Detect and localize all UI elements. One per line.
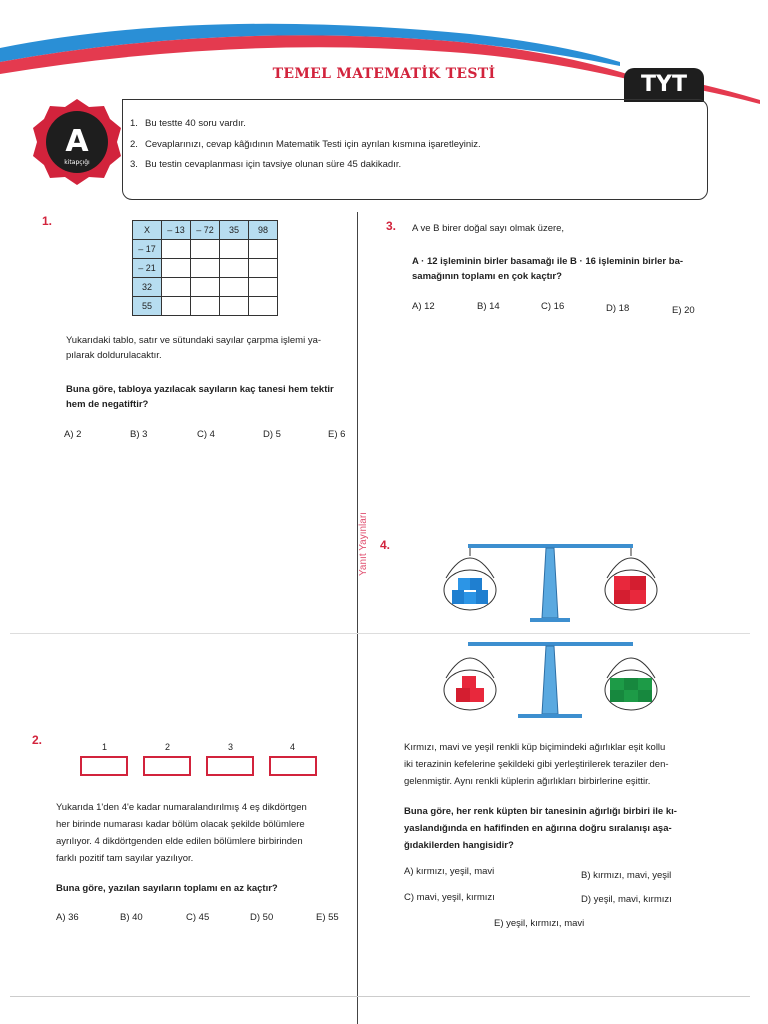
rectangle-3: [206, 756, 254, 776]
q3-question-2: samağının toplamı en çok kaçtır?: [412, 271, 562, 282]
q4-question-1: Buna göre, her renk küpten bir tanesinin ağırlığı birbiri ile kı-: [404, 806, 677, 817]
rectangle-4: [269, 756, 317, 776]
balance-scales-figure: [430, 538, 670, 738]
q2-number: 2.: [32, 733, 43, 747]
q1-text-2: pılarak doldurulacaktır.: [66, 350, 162, 361]
red-cubes: [614, 576, 646, 604]
table-row-header: 55: [133, 297, 162, 316]
q2-text-1: Yukarıda 1'den 4'e kadar numaralandırılmış 4 eş dikdörtgen: [56, 802, 307, 813]
table-col-header: 35: [220, 221, 249, 240]
rect-label-1: 1: [102, 742, 108, 752]
publisher-side-text: Yanıt Yayınları: [358, 512, 369, 576]
q4-question-2: yaslandığında en hafifinden en ağırına doğru sıralanışı aşa-: [404, 823, 672, 834]
q2-option-e[interactable]: E) 55: [316, 912, 339, 923]
q2-text-3: ayrılıyor. 4 dikdörtgenden elde edilen bölümlere birbirinden: [56, 836, 303, 847]
q4-text-2: iki terazinin kefelerine şekildeki gibi yerleştirilerek teraziler den-: [404, 759, 669, 770]
q4-text-3: gelenmiştir. Aynı renkli küplerin ağırlıkları birbirlerine eşittir.: [404, 776, 651, 787]
rect-label-4: 4: [290, 742, 296, 752]
instruction-2: 2. Cevaplarınızı, cevap kâğıdının Matematik Testi için ayrılan kısmına işaretleyiniz.: [130, 139, 481, 150]
instruction-1: 1. Bu testte 40 soru vardır.: [130, 118, 246, 129]
logo-letter: A: [65, 124, 89, 159]
q2-option-d[interactable]: D) 50: [250, 912, 274, 923]
green-cubes: [610, 678, 652, 702]
q1-question-1: Buna göre, tabloya yazılacak sayıların kaç tanesi hem tektir: [66, 384, 334, 395]
q2-option-a[interactable]: A) 36: [56, 912, 79, 923]
q2-text-2: her birinde numarası kadar bölüm olacak şekilde bölümlere: [56, 819, 305, 830]
q4-option-e[interactable]: E) yeşil, kırmızı, mavi: [494, 918, 585, 929]
q4-number: 4.: [380, 538, 391, 552]
q4-text-1: Kırmızı, mavi ve yeşil renkli küp biçimindeki ağırlıklar eşit kollu: [404, 742, 666, 753]
table-row-header: – 21: [133, 259, 162, 278]
table-col-header: – 13: [162, 221, 191, 240]
table-col-header: – 72: [191, 221, 220, 240]
q1-option-a[interactable]: A) 2: [64, 429, 82, 440]
q4-option-a[interactable]: A) kırmızı, yeşil, mavi: [404, 866, 495, 877]
q3-option-e[interactable]: E) 20: [672, 305, 695, 316]
tyt-badge: TYT: [624, 68, 704, 102]
table-row-header: – 17: [133, 240, 162, 259]
booklet-a-logo: [32, 97, 122, 187]
q1-option-b[interactable]: B) 3: [130, 429, 148, 440]
q3-option-a[interactable]: A) 12: [412, 301, 435, 312]
balance-scale-2: [444, 642, 657, 718]
bottom-rule: [10, 996, 750, 997]
q3-text: A ve B birer doğal sayı olmak üzere,: [412, 223, 565, 234]
column-divider: [357, 212, 358, 1024]
q3-question-1: A · 12 işleminin birler basamağı ile B · 16 işleminin birler ba-: [412, 256, 684, 267]
q4-question-3: ğıdakilerden hangisidir?: [404, 840, 514, 851]
table-col-header: 98: [249, 221, 278, 240]
q1-option-c[interactable]: C) 4: [197, 429, 215, 440]
instruction-3: 3. Bu testin cevaplanması için tavsiye olunan süre 45 dakikadır.: [130, 159, 402, 170]
test-title: TEMEL MATEMATİK TESTİ: [272, 66, 496, 82]
rectangle-2: [143, 756, 191, 776]
q1-option-e[interactable]: E) 6: [328, 429, 346, 440]
logo-caption: kitapçığı: [64, 159, 90, 166]
rectangle-1: [80, 756, 128, 776]
rect-label-2: 2: [165, 742, 171, 752]
rect-label-3: 3: [228, 742, 234, 752]
balance-scale-1: [444, 544, 657, 622]
q3-option-b[interactable]: B) 14: [477, 301, 500, 312]
q1-number: 1.: [42, 214, 53, 228]
q3-number: 3.: [386, 219, 397, 233]
q2-option-b[interactable]: B) 40: [120, 912, 143, 923]
q3-option-d[interactable]: D) 18: [606, 303, 630, 314]
q2-text-4: farklı pozitif tam sayılar yazılıyor.: [56, 853, 194, 864]
table-row-header: 32: [133, 278, 162, 297]
q1-question-2: hem de negatiftir?: [66, 399, 149, 410]
q3-option-c[interactable]: C) 16: [541, 301, 565, 312]
q4-option-c[interactable]: C) mavi, yeşil, kırmızı: [404, 892, 495, 903]
q4-option-d[interactable]: D) yeşil, mavi, kırmızı: [581, 894, 672, 905]
table-corner: X: [133, 221, 162, 240]
q4-option-b[interactable]: B) kırmızı, mavi, yeşil: [581, 870, 672, 881]
q2-question: Buna göre, yazılan sayıların toplamı en az kaçtır?: [56, 883, 278, 894]
q1-multiplication-table: [132, 220, 278, 316]
q1-option-d[interactable]: D) 5: [263, 429, 281, 440]
q1-text-1: Yukarıdaki tablo, satır ve sütundaki sayılar çarpma işlemi ya-: [66, 335, 322, 346]
q2-option-c[interactable]: C) 45: [186, 912, 210, 923]
